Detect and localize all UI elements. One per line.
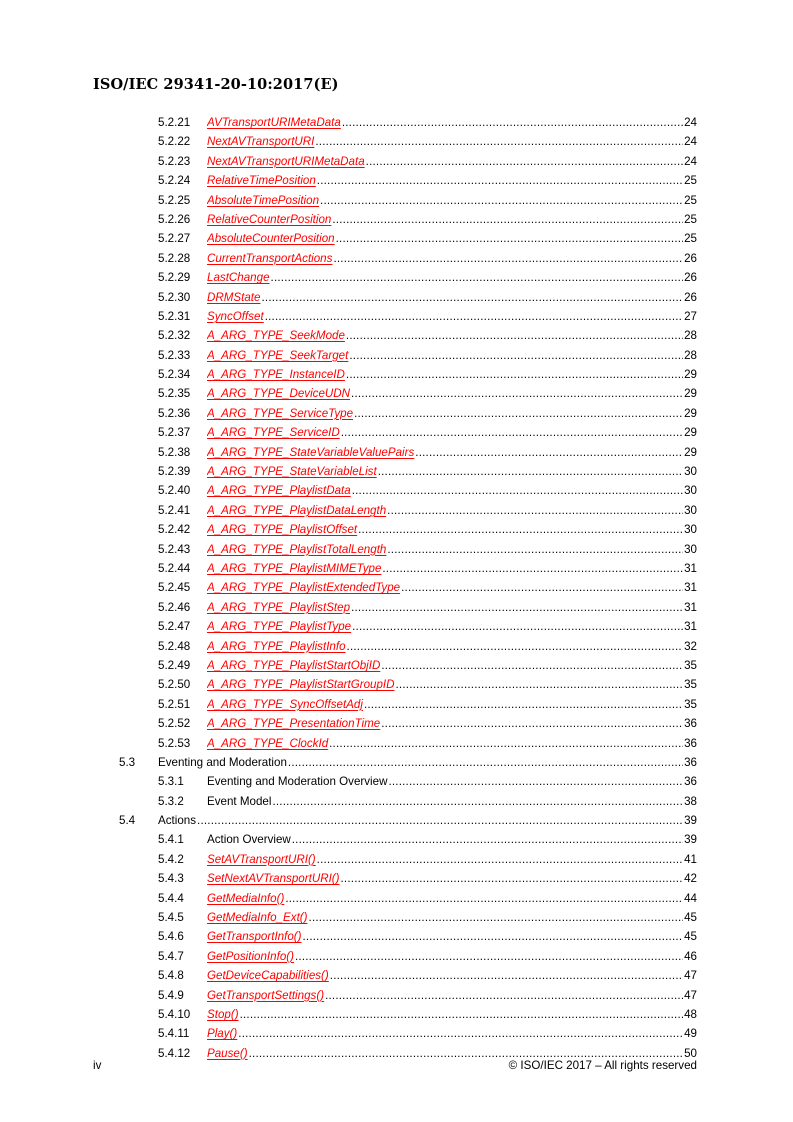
toc-entry-link[interactable]: A_ARG_TYPE_PlaylistStartGroupID xyxy=(207,678,395,692)
dot-leader xyxy=(387,501,683,520)
dot-leader xyxy=(332,210,683,229)
toc-entry-link[interactable]: A_ARG_TYPE_SyncOffsetAdj xyxy=(207,697,363,711)
toc-entry-link[interactable]: A_ARG_TYPE_ServiceType xyxy=(207,406,354,420)
toc-entry-number: 5.4.5 xyxy=(158,911,184,925)
toc-entry[interactable] xyxy=(0,462,793,481)
dot-leader xyxy=(333,249,683,268)
toc-entry[interactable] xyxy=(0,288,793,307)
toc-entry xyxy=(0,811,793,830)
toc-entry[interactable] xyxy=(0,714,793,733)
toc-entry[interactable] xyxy=(0,656,793,675)
toc-entry[interactable] xyxy=(0,1024,793,1043)
toc-entry-link[interactable]: GetPositionInfo() xyxy=(207,949,294,963)
toc-entry-link[interactable]: DRMState xyxy=(207,290,261,304)
dot-leader xyxy=(309,908,684,927)
toc-entry[interactable] xyxy=(0,578,793,597)
toc-entry-number: 5.2.53 xyxy=(158,736,191,750)
toc-entry-number: 5.2.33 xyxy=(158,348,191,362)
toc-entry-page-number: 29 xyxy=(684,445,697,459)
toc-entry-link[interactable]: RelativeCounterPosition xyxy=(207,212,332,226)
toc-entry-page-number: 26 xyxy=(684,271,697,285)
toc-entry-link[interactable]: A_ARG_TYPE_PlaylistType xyxy=(207,620,352,634)
toc-entry-link[interactable]: SyncOffset xyxy=(207,309,264,323)
dot-leader xyxy=(341,423,683,442)
toc-entry-number: 5.4.7 xyxy=(158,949,184,963)
toc-entry-title: Eventing and Moderation xyxy=(158,755,287,769)
toc-entry[interactable] xyxy=(0,113,793,132)
toc-entry-number: 5.2.40 xyxy=(158,484,191,498)
toc-entry-page-number: 44 xyxy=(684,891,697,905)
dot-leader xyxy=(292,830,683,849)
toc-entry-number: 5.2.21 xyxy=(158,116,191,129)
toc-entry-number: 5.2.38 xyxy=(158,445,191,459)
toc-entry-link[interactable]: AVTransportURIMetaData xyxy=(207,116,341,129)
dot-leader xyxy=(352,617,683,636)
toc-entry[interactable] xyxy=(0,210,793,229)
toc-entry[interactable] xyxy=(0,443,793,462)
toc-entry-link[interactable]: A_ARG_TYPE_DeviceUDN xyxy=(207,387,351,401)
toc-entry-page-number: 47 xyxy=(684,988,697,1002)
page-number: iv xyxy=(93,1059,102,1072)
toc-entry[interactable] xyxy=(0,152,793,171)
toc-entry-number: 5.2.41 xyxy=(158,503,191,517)
toc-entry-number: 5.2.51 xyxy=(158,697,191,711)
toc-entry[interactable] xyxy=(0,869,793,888)
toc-entry-title: Actions xyxy=(158,814,197,828)
toc-entry-number: 5.2.44 xyxy=(158,561,191,575)
toc-entry-number: 5.2.49 xyxy=(158,658,191,672)
toc-entry[interactable] xyxy=(0,947,793,966)
dot-leader xyxy=(366,152,683,171)
toc-entry[interactable] xyxy=(0,404,793,423)
toc-entry[interactable] xyxy=(0,249,793,268)
toc-entry-link[interactable]: NextAVTransportURI xyxy=(207,135,315,149)
dot-leader xyxy=(285,889,683,908)
toc-entry-page-number: 29 xyxy=(684,426,697,440)
toc-entry-number: 5.2.26 xyxy=(158,212,191,226)
toc-entry-number: 5.4.6 xyxy=(158,930,184,944)
dot-leader xyxy=(347,637,684,656)
toc-entry[interactable] xyxy=(0,171,793,190)
toc-entry[interactable] xyxy=(0,927,793,946)
toc-entry-page-number: 27 xyxy=(684,309,697,323)
toc-entry-number: 5.2.25 xyxy=(158,193,191,207)
dot-leader xyxy=(396,675,684,694)
dot-leader xyxy=(325,986,683,1005)
toc-entry-page-number: 45 xyxy=(684,930,697,944)
toc-entry-link[interactable]: A_ARG_TYPE_PlaylistDataLength xyxy=(207,503,387,517)
dot-leader xyxy=(330,966,683,985)
dot-leader xyxy=(329,734,683,753)
toc-entry-link[interactable]: A_ARG_TYPE_StateVariableValuePairs xyxy=(207,445,415,459)
toc-entry[interactable] xyxy=(0,966,793,985)
toc-entry-link[interactable]: LastChange xyxy=(207,271,270,285)
toc-entry-number: 5.2.42 xyxy=(158,523,191,537)
toc-entry-page-number: 31 xyxy=(684,561,697,575)
toc-entry-link[interactable]: GetTransportInfo() xyxy=(207,930,302,944)
toc-entry-link[interactable]: Stop() xyxy=(207,1007,239,1021)
toc-entry-page-number: 28 xyxy=(684,348,697,362)
toc-entry-number: 5.2.23 xyxy=(158,154,191,168)
toc-entry[interactable] xyxy=(0,850,793,869)
toc-entry-number: 5.2.36 xyxy=(158,406,191,420)
dot-leader xyxy=(415,443,683,462)
toc-entry-link[interactable]: CurrentTransportActions xyxy=(207,251,333,265)
toc-entry[interactable] xyxy=(0,501,793,520)
toc-entry[interactable] xyxy=(0,384,793,403)
toc-entry-page-number: 24 xyxy=(684,116,697,129)
toc-entry-page-number: 30 xyxy=(684,484,697,498)
toc-entry-link[interactable]: GetMediaInfo_Ext() xyxy=(207,911,308,925)
toc-entry-link[interactable]: A_ARG_TYPE_SeekMode xyxy=(207,329,345,343)
toc-entry[interactable] xyxy=(0,559,793,578)
toc-entry-title: Eventing and Moderation Overview xyxy=(207,775,388,789)
toc-entry-page-number: 31 xyxy=(684,620,697,634)
document-id-header: ISO/IEC 29341-20-10:2017(E) xyxy=(93,76,339,93)
dot-leader xyxy=(388,772,683,791)
toc-entry-number: 5.2.48 xyxy=(158,639,191,653)
toc-entry-number: 5.2.31 xyxy=(158,309,191,323)
toc-entry-page-number: 48 xyxy=(684,1007,697,1021)
dot-leader xyxy=(240,1005,684,1024)
toc-entry-title: Action Overview xyxy=(207,833,291,847)
dot-leader xyxy=(387,540,683,559)
toc-entry-page-number: 29 xyxy=(684,406,697,420)
toc-entry-page-number: 39 xyxy=(684,833,697,847)
dot-leader xyxy=(238,1024,683,1043)
toc-entry[interactable] xyxy=(0,346,793,365)
toc-entry-number: 5.2.39 xyxy=(158,465,191,479)
toc-entry-number: 5.4.11 xyxy=(158,1027,190,1041)
toc-entry-number: 5.4.9 xyxy=(158,988,184,1002)
dot-leader xyxy=(349,346,683,365)
toc-entry-page-number: 45 xyxy=(684,911,697,925)
toc-entry-link[interactable]: A_ARG_TYPE_PlaylistStep xyxy=(207,600,351,614)
toc-entry-link[interactable]: RelativeTimePosition xyxy=(207,174,316,188)
toc-entry-page-number: 26 xyxy=(684,290,697,304)
toc-entry-link[interactable]: A_ARG_TYPE_PlaylistExtendedType xyxy=(207,581,401,595)
toc-entry[interactable] xyxy=(0,986,793,1005)
toc-entry-number: 5.4 xyxy=(119,814,136,828)
toc-entry-page-number: 35 xyxy=(684,658,697,672)
dot-leader xyxy=(346,326,683,345)
dot-leader xyxy=(364,695,683,714)
toc-entry-page-number: 41 xyxy=(684,852,697,866)
toc-entry[interactable] xyxy=(0,908,793,927)
toc-entry[interactable] xyxy=(0,617,793,636)
toc-entry-page-number: 36 xyxy=(684,736,697,750)
toc-entry[interactable] xyxy=(0,365,793,384)
toc-entry-number: 5.2.50 xyxy=(158,678,191,692)
toc-entry[interactable] xyxy=(0,637,793,656)
dot-leader xyxy=(315,132,683,151)
toc-entry-number: 5.2.30 xyxy=(158,290,191,304)
toc-entry-link[interactable]: A_ARG_TYPE_PresentationTime xyxy=(207,717,381,731)
toc-entry-page-number: 36 xyxy=(684,755,697,769)
toc-entry xyxy=(0,830,793,849)
toc-entry-page-number: 30 xyxy=(684,503,697,517)
toc-entry-page-number: 39 xyxy=(684,814,697,828)
toc-entry[interactable] xyxy=(0,675,793,694)
toc-entry-page-number: 31 xyxy=(684,600,697,614)
toc-entry-link[interactable]: A_ARG_TYPE_InstanceID xyxy=(207,368,345,382)
toc-entry-number: 5.4.12 xyxy=(158,1046,191,1060)
dot-leader xyxy=(303,927,684,946)
toc-entry-link[interactable]: A_ARG_TYPE_ServiceID xyxy=(207,426,340,440)
dot-leader xyxy=(197,811,683,830)
toc-entry[interactable] xyxy=(0,132,793,151)
dot-leader xyxy=(346,365,683,384)
dot-leader xyxy=(351,384,683,403)
toc-entry-link[interactable]: AbsoluteCounterPosition xyxy=(207,232,335,246)
toc-entry xyxy=(0,772,793,791)
dot-leader xyxy=(401,578,683,597)
toc-entry[interactable] xyxy=(0,191,793,210)
toc-entry xyxy=(0,753,793,772)
toc-entry-number: 5.4.1 xyxy=(158,833,184,847)
toc-entry-number: 5.2.35 xyxy=(158,387,191,401)
dot-leader xyxy=(381,656,683,675)
toc-entry-link[interactable]: A_ARG_TYPE_PlaylistInfo xyxy=(207,639,346,653)
toc-entry-page-number: 35 xyxy=(684,678,697,692)
toc-entry-link[interactable]: Play() xyxy=(207,1027,238,1041)
toc-entry-page-number: 49 xyxy=(684,1027,697,1041)
toc-entry-link[interactable]: A_ARG_TYPE_PlaylistStartObjID xyxy=(207,658,381,672)
toc-entry[interactable] xyxy=(0,734,793,753)
toc-entry-link[interactable]: GetMediaInfo() xyxy=(207,891,285,905)
toc-entry-page-number: 35 xyxy=(684,697,697,711)
toc-entry-number: 5.2.45 xyxy=(158,581,191,595)
toc-entry-number: 5.2.27 xyxy=(158,232,191,246)
toc-entry-page-number: 30 xyxy=(684,465,697,479)
dot-leader xyxy=(272,792,683,811)
toc-entry-page-number: 26 xyxy=(684,251,697,265)
toc-entry-link[interactable]: GetDeviceCapabilities() xyxy=(207,969,329,983)
toc-entry-number: 5.3 xyxy=(119,755,136,769)
dot-leader xyxy=(382,559,683,578)
dot-leader xyxy=(271,268,684,287)
toc-entry-link[interactable]: SetAVTransportURI() xyxy=(207,852,316,866)
dot-leader xyxy=(320,191,683,210)
toc-entry-number: 5.2.32 xyxy=(158,329,191,343)
toc-entry-page-number: 24 xyxy=(684,154,697,168)
toc-entry-page-number: 25 xyxy=(684,174,697,188)
toc-entry-page-number: 32 xyxy=(684,639,697,653)
toc-entry-number: 5.4.2 xyxy=(158,852,184,866)
toc-entry[interactable] xyxy=(0,423,793,442)
toc-entry-link[interactable]: A_ARG_TYPE_StateVariableList xyxy=(207,465,377,479)
dot-leader xyxy=(336,229,683,248)
toc-entry-page-number: 38 xyxy=(684,794,697,808)
toc-entry-link[interactable]: A_ARG_TYPE_PlaylistOffset xyxy=(207,523,358,537)
toc-entry-number: 5.4.10 xyxy=(158,1007,191,1021)
toc-entry-title: Event Model xyxy=(207,794,272,808)
toc-entry-link[interactable]: A_ARG_TYPE_ClockId xyxy=(207,736,329,750)
toc-entry-number: 5.2.37 xyxy=(158,426,191,440)
toc-entry-number: 5.4.8 xyxy=(158,969,184,983)
dot-leader xyxy=(265,307,683,326)
toc-entry[interactable] xyxy=(0,481,793,500)
dot-leader xyxy=(341,869,684,888)
toc-entry[interactable] xyxy=(0,1005,793,1024)
toc-entry-page-number: 46 xyxy=(684,949,697,963)
toc-entry-page-number: 31 xyxy=(684,581,697,595)
toc-entry-link[interactable]: NextAVTransportURIMetaData xyxy=(207,154,365,168)
toc-entry-number: 5.3.2 xyxy=(158,794,184,808)
toc-entry-page-number: 25 xyxy=(684,193,697,207)
toc-entry-link[interactable]: A_ARG_TYPE_SeekTarget xyxy=(207,348,349,362)
toc-entry-link[interactable]: A_ARG_TYPE_PlaylistMIMEType xyxy=(207,561,382,575)
toc-entry xyxy=(0,792,793,811)
dot-leader xyxy=(358,520,683,539)
copyright-notice: © ISO/IEC 2017 – All rights reserved xyxy=(508,1059,697,1072)
toc-entry[interactable] xyxy=(0,229,793,248)
toc-entry-page-number: 24 xyxy=(684,135,697,149)
toc-entry-page-number: 36 xyxy=(684,717,697,731)
toc-entry-page-number: 28 xyxy=(684,329,697,343)
dot-leader xyxy=(352,481,683,500)
toc-entry[interactable] xyxy=(0,520,793,539)
dot-leader xyxy=(317,850,683,869)
toc-entry[interactable] xyxy=(0,540,793,559)
dot-leader xyxy=(381,714,683,733)
dot-leader xyxy=(342,113,683,132)
toc-entry-page-number: 29 xyxy=(684,368,697,382)
toc-entry-number: 5.3.1 xyxy=(158,775,184,789)
toc-entry-page-number: 50 xyxy=(684,1046,697,1060)
toc-entry-number: 5.4.4 xyxy=(158,891,184,905)
dot-leader xyxy=(317,171,683,190)
dot-leader xyxy=(261,288,683,307)
dot-leader xyxy=(354,404,683,423)
toc-entry-number: 5.4.3 xyxy=(158,872,184,886)
toc-entry-link[interactable]: GetTransportSettings() xyxy=(207,988,325,1002)
toc-entry-number: 5.2.34 xyxy=(158,368,191,382)
toc-entry-number: 5.2.24 xyxy=(158,174,191,188)
toc-entry-link[interactable]: Pause() xyxy=(207,1046,248,1060)
toc-entry[interactable] xyxy=(0,268,793,287)
toc-entry-link[interactable]: A_ARG_TYPE_PlaylistTotalLength xyxy=(207,542,387,556)
toc-entry-link[interactable]: A_ARG_TYPE_PlaylistData xyxy=(207,484,351,498)
toc-entry-page-number: 36 xyxy=(684,775,697,789)
toc-entry[interactable] xyxy=(0,695,793,714)
toc-entry-number: 5.2.43 xyxy=(158,542,191,556)
toc-entry-number: 5.2.22 xyxy=(158,135,191,149)
toc-entry-link[interactable]: AbsoluteTimePosition xyxy=(207,193,320,207)
toc-entry-page-number: 30 xyxy=(684,523,697,537)
dot-leader xyxy=(288,753,683,772)
toc-entry[interactable] xyxy=(0,598,793,617)
toc-entry-page-number: 42 xyxy=(684,872,697,886)
dot-leader xyxy=(378,462,683,481)
toc-entry-page-number: 25 xyxy=(684,232,697,246)
toc-entry-page-number: 25 xyxy=(684,212,697,226)
dot-leader xyxy=(295,947,683,966)
toc-entry-page-number: 30 xyxy=(684,542,697,556)
dot-leader xyxy=(351,598,683,617)
toc-entry-number: 5.2.29 xyxy=(158,271,191,285)
toc-entry-number: 5.2.52 xyxy=(158,717,191,731)
toc-entry[interactable] xyxy=(0,326,793,345)
toc-entry-page-number: 47 xyxy=(684,969,697,983)
toc-entry-number: 5.2.28 xyxy=(158,251,191,265)
toc-entry-link[interactable]: SetNextAVTransportURI() xyxy=(207,872,340,886)
toc-entry-page-number: 29 xyxy=(684,387,697,401)
toc-entry[interactable] xyxy=(0,889,793,908)
table-of-contents xyxy=(0,113,793,1063)
toc-entry-number: 5.2.47 xyxy=(158,620,191,634)
toc-entry[interactable] xyxy=(0,307,793,326)
toc-entry-number: 5.2.46 xyxy=(158,600,191,614)
